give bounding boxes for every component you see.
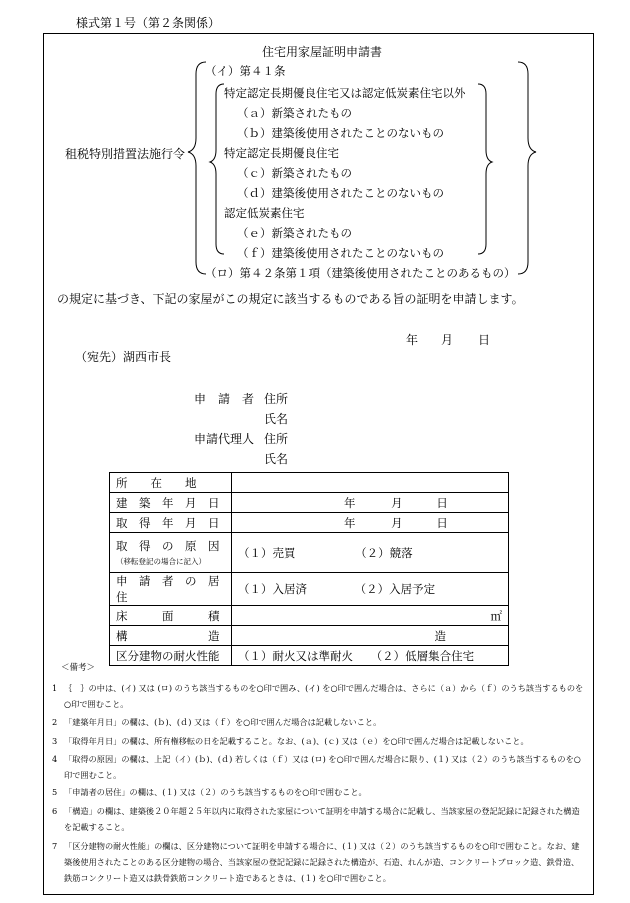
built-year: 年	[344, 495, 356, 510]
addressee: （宛先）湖西市長	[75, 350, 172, 364]
item-category-1: 特定認定長期優良住宅又は認定低炭素住宅以外	[224, 86, 466, 100]
residence-option-planned[interactable]: （２）入居予定	[354, 582, 436, 596]
cause-cell	[232, 533, 509, 573]
table-row	[110, 513, 509, 533]
area-unit: ㎡	[490, 608, 502, 623]
cause-title: 取 得 の 原 因	[116, 539, 220, 553]
item-category-3: 認定低炭素住宅	[224, 206, 305, 220]
note-text: 「区分建物の耐火性能」の欄は、区分建物について証明を申請する場合に、(１) 又は（２）のうち該当するものを○印で囲むこと。なお、建築後使用されたことのある区分建物の場合、当該家屋の登記記録に記録された構造が、石造、れんが造、コンクリートブロック造、鉄骨造、鉄筋コンクリート造又は鉄骨鉄筋コンクリート造であるときは、(１) を○印で囲むこと。	[64, 841, 580, 883]
note-item	[52, 733, 584, 749]
structure-suffix: 造	[434, 628, 446, 643]
note-number: 5	[52, 787, 58, 797]
fire-option-low-rise[interactable]: （２）低層集合住宅	[370, 648, 475, 663]
table-row	[110, 626, 509, 646]
item-i: （イ）第４１条	[205, 64, 286, 78]
date-day[interactable]: 日	[478, 333, 491, 347]
acquired-date-label: 取 得 年 月 日	[110, 513, 232, 533]
note-text: 「建築年月日」の欄は、(ｂ)、(ｄ) 又は（ｆ）を○印で囲んだ場合は記載しないこと。	[64, 717, 382, 727]
note-text: ｛ ｝の中は、(イ) 又は (ロ) のうち該当するものを○印で囲み、(イ) を○印で囲んだ場合は、さらに（ａ）から（ｆ）のうち該当するものを○印で囲むこと。	[64, 683, 584, 709]
built-day: 日	[436, 495, 448, 510]
structure-cell[interactable]	[232, 626, 509, 646]
cause-note: （移転登記の場合に記入）	[116, 557, 206, 566]
fire-resist-cell	[232, 646, 509, 666]
note-number: 6	[52, 806, 58, 816]
note-text: 「取得年月日」の欄は、所有権移転の日を記載すること。なお、(ａ)、(ｃ) 又は（ｅ）を○印で囲んだ場合は記載しないこと。	[64, 736, 529, 746]
note-text: 「申請者の居住」の欄は、(１) 又は（２）のうち該当するものを○印で囲むこと。	[64, 787, 367, 797]
date-year[interactable]: 年	[406, 333, 419, 347]
built-date-label: 建 築 年 月 日	[110, 493, 232, 513]
cause-option-auction[interactable]: （２）競落	[355, 545, 413, 560]
note-item	[52, 784, 584, 800]
location-cell[interactable]	[232, 473, 509, 493]
form-number: 様式第１号（第２条関係）	[76, 16, 221, 30]
item-b: （ｂ）建築後使用されたことのないもの	[237, 126, 444, 140]
note-text: 「取得の原因」の欄は、上記（イ）(ｂ)、(ｄ) 若しくは（ｆ）又は (ロ) を○印で囲んだ場合に限り、(１) 又は（２）のうち該当するものを○印で囲むこと。	[64, 754, 581, 780]
table-row	[110, 646, 509, 666]
item-e: （ｅ）新築されたもの	[237, 226, 352, 240]
note-item	[52, 803, 584, 835]
agent-label: 申請代理人	[194, 432, 255, 446]
law-name: 租税特別措置法施行令	[65, 147, 186, 161]
item-d: （ｄ）建築後使用されたことのないもの	[237, 186, 444, 200]
note-number: 2	[52, 717, 58, 727]
table-row	[110, 606, 509, 626]
built-month: 月	[391, 495, 403, 510]
acquired-day: 日	[436, 515, 448, 530]
table-row	[110, 493, 509, 513]
item-a: （ａ）新築されたもの	[237, 106, 352, 120]
note-number: 7	[52, 841, 58, 851]
fire-resist-label: 区分建物の耐火性能	[110, 646, 232, 666]
floor-area-label: 床 面 積	[110, 606, 232, 626]
page-title: 住宅用家屋証明申請書	[262, 45, 383, 59]
acquired-month: 月	[391, 515, 403, 530]
cause-option-sale[interactable]: （１）売買	[238, 545, 296, 560]
item-f: （ｆ）建築後使用されたことのないもの	[237, 246, 444, 260]
note-number: 1	[52, 683, 58, 693]
outer-right-brace	[518, 62, 536, 274]
structure-label: 構 造	[110, 626, 232, 646]
residence-cell	[232, 573, 509, 606]
table-row	[110, 573, 509, 606]
note-text: 「構造」の欄は、建築後２０年超２５年以内に取得された家屋について証明を申請する場合に記載し、当該家屋の登記記録に記録された構造を記載すること。	[64, 806, 580, 832]
table-row	[110, 473, 509, 493]
table-row	[110, 533, 509, 573]
floor-area-cell[interactable]	[232, 606, 509, 626]
applicant-address-label[interactable]: 住所	[264, 392, 289, 406]
note-item	[52, 751, 584, 783]
inner-right-brace	[478, 84, 492, 254]
cause-label	[110, 533, 232, 573]
item-c: （ｃ）新築されたもの	[237, 166, 352, 180]
note-item	[52, 714, 584, 730]
acquired-year: 年	[344, 515, 356, 530]
fire-option-fireproof[interactable]: （１）耐火又は準耐火	[238, 648, 353, 663]
agent-address-label[interactable]: 住所	[264, 432, 289, 446]
residence-label: 申 請 者 の 居 住	[110, 573, 232, 606]
note-number: 3	[52, 736, 58, 746]
item-ro: （ロ）第４２条第１項（建築後使用されたことのあるもの）	[205, 266, 516, 280]
residence-option-moved-in[interactable]: （１）入居済	[238, 582, 307, 596]
outer-left-brace	[188, 62, 206, 274]
note-item	[52, 838, 584, 886]
inner-left-brace	[210, 84, 224, 254]
item-category-2: 特定認定長期優良住宅	[224, 146, 339, 160]
notes-title: ＜備考＞	[61, 663, 96, 673]
built-date-cell[interactable]	[232, 493, 509, 513]
note-item	[52, 680, 584, 712]
applicant-label: 申 請 者	[194, 392, 255, 406]
acquired-date-cell[interactable]	[232, 513, 509, 533]
date-month[interactable]: 月	[441, 333, 454, 347]
location-label: 所 在 地	[110, 473, 232, 493]
property-table	[109, 472, 509, 666]
applicant-name-label[interactable]: 氏名	[264, 412, 289, 426]
note-number: 4	[52, 754, 58, 764]
statement: の規定に基づき、下記の家屋がこの規定に該当するものである旨の証明を申請します。	[57, 292, 524, 306]
agent-name-label[interactable]: 氏名	[264, 452, 289, 466]
